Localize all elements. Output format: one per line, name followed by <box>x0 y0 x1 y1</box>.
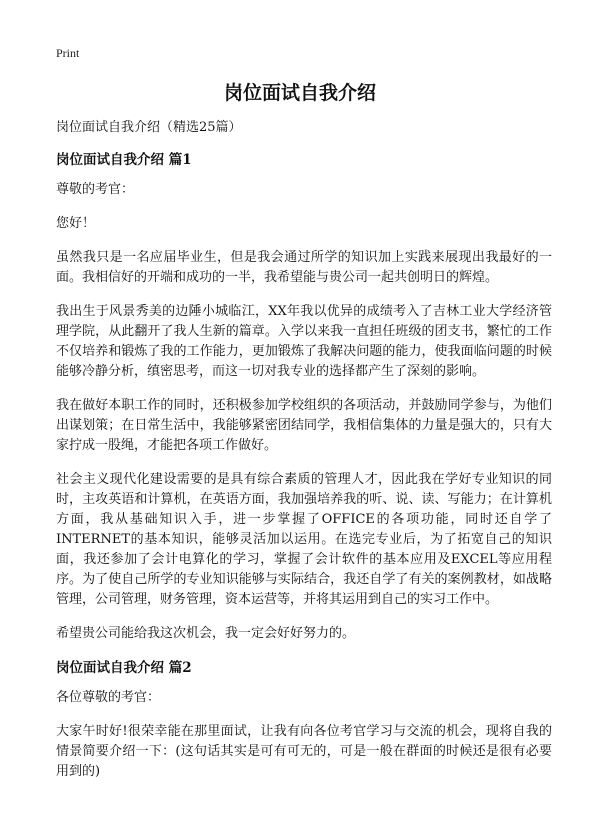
paragraph: 社会主义现代化建设需要的是具有综合素质的管理人才，因此我在学好专业知识的同时，主攻英语和计算机，在英语方面，我加强培养我的听、说、读、写能力；在计算机方面，我从基础知识入手，进一步掌握了OFFICE的各项功能，同时还自学了INTERNET的基本知识，能够灵活加以运用。在选完专业后，为了拓宽自己的知识面，我还参加了会计电算化的学习，掌握了会计软件的基本应用及EXCEL等应用程序。为了使自己所学的专业知识能够与实际结合，我还自学了有关的案例教材，如战略管理，公司管理，财务管理，资本运营等，并将其运用到自己的实习工作中。 <box>56 472 552 607</box>
print-link[interactable]: Print <box>56 46 80 60</box>
paragraph: 各位尊敬的考官： <box>56 690 161 705</box>
section-heading-2: 岗位面试自我介绍 篇2 <box>56 660 192 676</box>
document-subtitle: 岗位面试自我介绍（精选25篇） <box>56 120 242 135</box>
page-title: 岗位面试自我介绍 <box>223 82 376 104</box>
paragraph: 希望贵公司能给我这次机会，我一定会好好努力的。 <box>56 626 356 641</box>
document-body <box>56 118 552 796</box>
paragraph: 大家午时好!很荣幸能在那里面试，让我有向各位考官学习与交流的机会，现将自我的情景简要介绍一下：(这句话其实是可有可无的，可是一般在群面的时候还是很有必要用到的) <box>56 724 552 779</box>
paragraph: 我在做好本职工作的同时，还积极参加学校组织的各项活动，并鼓励同学参与，为他们出谋划策；在日常生活中，我能够紧密团结同学，我相信集体的力量是强大的，只有大家拧成一股绳，才能把各项工作做好。 <box>56 398 552 453</box>
section-heading-1: 岗位面试自我介绍 篇1 <box>56 152 192 168</box>
paragraph: 尊敬的考官： <box>56 182 135 197</box>
paragraph: 您好！ <box>56 216 96 231</box>
paragraph: 我出生于风景秀美的边陲小城临江，XX年我以优异的成绩考入了吉林工业大学经济管理学院，从此翻开了我人生新的篇章。入学以来我一直担任班级的团支书，繁忙的工作不仅培养和锻炼了我的工作能力，更加锻炼了我解决问题的能力，使我面临问题的时候能够冷静分析，缜密思考，而这一切对我专业的选择都产生了深刻的影响。 <box>56 304 552 379</box>
paragraph: 虽然我只是一名应届毕业生，但是我会通过所学的知识加上实践来展现出我最好的一面。我相信好的开端和成功的一半，我希望能与贵公司一起共创明日的辉煌。 <box>56 250 552 285</box>
